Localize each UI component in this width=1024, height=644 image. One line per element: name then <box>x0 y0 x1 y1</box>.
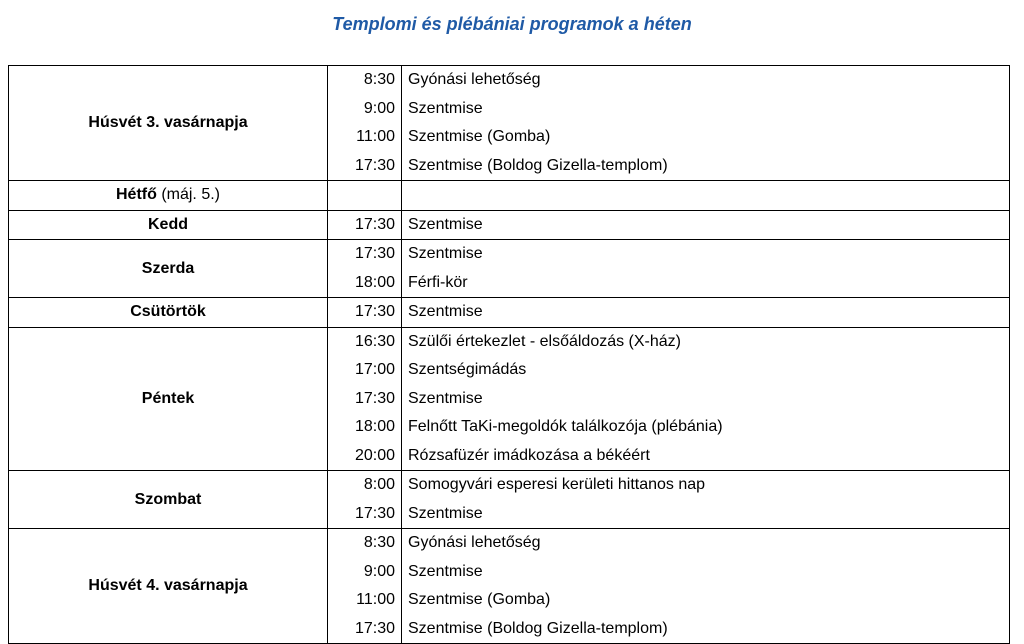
day-cell <box>9 471 328 529</box>
entry-event: Szentmise (Boldog Gizella-templom) <box>408 156 668 174</box>
entry-event: Szentmise <box>408 245 483 262</box>
schedule-body <box>9 66 1010 644</box>
schedule-row <box>9 298 1010 328</box>
day-name: Kedd <box>148 215 188 233</box>
time-cell <box>328 240 402 298</box>
entry-event: Szentmise <box>408 504 483 522</box>
event-cell <box>402 210 1010 240</box>
event-cell <box>402 298 1010 328</box>
entry-event: Férfi-kör <box>408 273 468 291</box>
entry-event: Szülői értekezlet - elsőáldozás (X-ház) <box>408 332 682 350</box>
entry-event: Szentmise (Boldog Gizella-templom) <box>408 619 668 637</box>
time-cell <box>328 529 402 644</box>
day-name: Húsvét 3. vasárnapja <box>88 114 248 131</box>
event-cell <box>402 181 1010 211</box>
day-cell <box>9 298 328 328</box>
entry-time: 8:30 <box>363 71 395 88</box>
time-cell <box>328 210 402 240</box>
day-cell <box>9 210 328 240</box>
entry-time: 11:00 <box>356 591 395 608</box>
entry-time: 17:30 <box>354 619 395 637</box>
schedule-row <box>9 181 1010 211</box>
schedule-row <box>9 66 1010 181</box>
event-cell <box>402 66 1010 181</box>
entry-event: Szentmise <box>408 99 483 117</box>
entry-time: 17:30 <box>354 156 395 174</box>
day-cell <box>9 66 328 181</box>
day-note: (máj. 5.) <box>156 186 220 204</box>
entry-time: 20:00 <box>354 446 395 464</box>
day-name: Péntek <box>141 389 195 407</box>
time-cell <box>328 298 402 328</box>
entry-time: 17:30 <box>354 389 395 407</box>
entry-event: Szentmise (Gomba) <box>408 591 551 608</box>
time-cell <box>328 66 402 181</box>
time-cell <box>328 327 402 471</box>
entry-time: 17:30 <box>354 504 395 522</box>
entry-event: Szentségimádás <box>408 361 527 378</box>
entry-event: Felnőtt TaKi-megoldók találkozója (plébánia) <box>408 418 723 435</box>
schedule-row <box>9 240 1010 298</box>
entry-event: Somogyvári esperesi kerületi hittanos nap <box>408 476 706 493</box>
schedule-row <box>9 529 1010 644</box>
entry-time: 9:00 <box>363 562 395 580</box>
day-name: Húsvét 4. vasárnapja <box>88 577 248 594</box>
schedule-row <box>9 327 1010 471</box>
entry-event: Szentmise <box>408 215 483 233</box>
entry-time: 17:30 <box>354 245 395 262</box>
entry-event <box>402 181 1009 210</box>
page-title: Templomi és plébániai programok a héten <box>332 14 692 34</box>
time-cell <box>328 471 402 529</box>
schedule-table <box>8 65 1010 644</box>
entry-time: 16:30 <box>354 332 395 350</box>
entry-event: Rózsafüzér imádkozása a békéért <box>408 446 650 464</box>
schedule-row <box>9 471 1010 529</box>
entry-time: 17:00 <box>354 361 395 378</box>
event-cell <box>402 529 1010 644</box>
entry-time: 11:00 <box>356 128 395 145</box>
day-cell <box>9 240 328 298</box>
entry-time: 8:30 <box>363 534 395 551</box>
schedule-row <box>9 210 1010 240</box>
entry-time: 17:30 <box>354 215 395 233</box>
entry-time: 18:00 <box>354 418 395 435</box>
entry-event: Szentmise (Gomba) <box>408 128 551 145</box>
day-name: Csütörtök <box>130 303 206 321</box>
entry-time: 18:00 <box>354 273 395 291</box>
day-name: Szerda <box>141 259 195 277</box>
day-cell <box>9 181 328 211</box>
entry-event: Szentmise <box>408 562 483 580</box>
entry-time: 8:00 <box>363 476 395 493</box>
entry-time: 17:30 <box>354 303 395 320</box>
day-name: Hétfő <box>115 186 157 204</box>
event-cell <box>402 471 1010 529</box>
entry-event: Szentmise <box>408 389 483 407</box>
event-cell <box>402 327 1010 471</box>
day-name: Szombat <box>134 490 202 508</box>
entry-event: Gyónási lehetőség <box>408 71 541 88</box>
event-cell <box>402 240 1010 298</box>
day-cell <box>9 327 328 471</box>
entry-time <box>328 181 401 210</box>
time-cell <box>328 181 402 211</box>
entry-time: 9:00 <box>363 99 395 117</box>
entry-event: Szentmise <box>408 303 483 320</box>
day-cell <box>9 529 328 644</box>
entry-event: Gyónási lehetőség <box>408 534 541 551</box>
